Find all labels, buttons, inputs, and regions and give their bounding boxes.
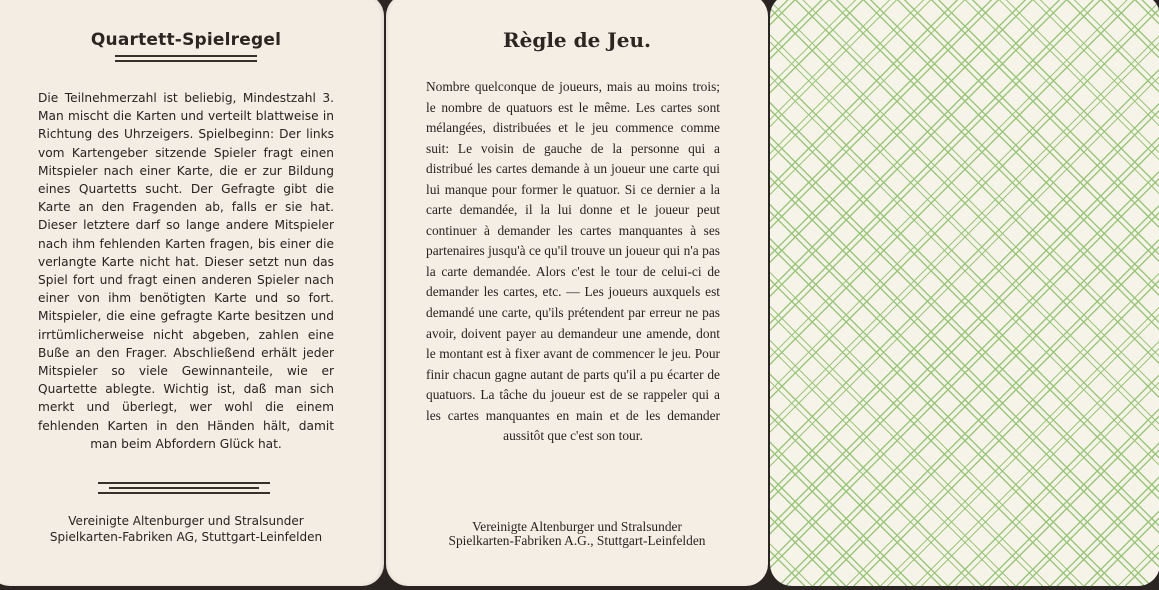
german-publisher-imprint [0, 513, 384, 545]
separator-rule [98, 482, 270, 484]
publisher-line: Spielkarten-Fabriken AG, Stuttgart-Leinfelden [49, 530, 323, 544]
card-back-lattice-pattern [770, 0, 1159, 586]
german-rules-text: Die Teilnehmerzahl ist beliebig, Mindestzahl 3. Man mischt die Karten und verteilt blattweise in Richtung des Uhrzeigers. Spielbeginn: Der links vom Kartengeber sitzende Spieler fragt einen Mitspieler nach einer Karte, die er zur Bildung eines Quartetts sucht. Der Gefragte gibt die Karte an den Fragenden ab, falls er sie hat. Dieser letztere darf so lange andere Mitspieler nach ihm fehlenden Karten fragen, bis einer die verlangte Karte nicht hat. Dieser setzt nun das Spiel fort und fragt einen anderen Spieler nach einer von ihm benötigten Karte und so fort. Mitspieler, die eine gefragte Karte besitzen und irrtümlicherweise nicht abgeben, zahlen eine Buße an den Frager. Abschließend erhält jeder Mitspieler so viele Gewinnanteile, wie er Quartette ablegte. Wichtig ist, daß man sich merkt und überlegt, wer wohl die einem fehlenden Karten in den Händen hält, damit man beim Abfordern Glück hat. [38, 91, 334, 451]
german-rules-card [0, 0, 384, 586]
french-rules-card [386, 0, 768, 586]
german-rules-title: Quartett-Spielregel [90, 30, 282, 50]
separator-rule [98, 492, 270, 494]
publisher-line: Spielkarten-Fabriken A.G., Stuttgart-Leinfelden [448, 533, 706, 548]
title-underline-rule [115, 55, 257, 57]
publisher-line: Vereinigte Altenburger und Stralsunder [68, 514, 304, 528]
title-underline-rule [115, 60, 257, 62]
separator-rule [109, 487, 259, 489]
french-rules-title: Règle de Jeu. [503, 28, 651, 52]
french-rules-text: Nombre quelconque de joueurs, mais au moins trois; le nombre de quatuors est le même. Les cartes sont mélangées, distribuées et le jeu commence comme suit: Le voisin de gauche de la personne qui a distribué les cartes demande à un joueur une carte qui lui manque pour former le quatuor. Si ce dernier a la carte demandée, il la lui donne et le joueur peut continuer à demander les cartes manquantes à ses partenaires jusqu'à ce qu'il trouve un joueur qui n'a pas la carte demandée. Alors c'est le tour de celui-ci de demander les cartes, etc. — Les joueurs auxquels est demandé une carte, qu'ils prétendent par erreur ne pas avoir, doivent payer au demandeur une amende, dont le montant est à fixer avant de commencer le jeu. Pour finir chacun gagne autant de parts qu'il a pu écarter de quatuors. La tâche du joueur est de se rappeler qui a les cartes manquantes en main et de les demander aussitôt que c'est son tour. [426, 79, 720, 444]
publisher-line: Vereinigte Altenburger und Stralsunder [472, 519, 682, 534]
french-publisher-imprint [386, 520, 768, 548]
